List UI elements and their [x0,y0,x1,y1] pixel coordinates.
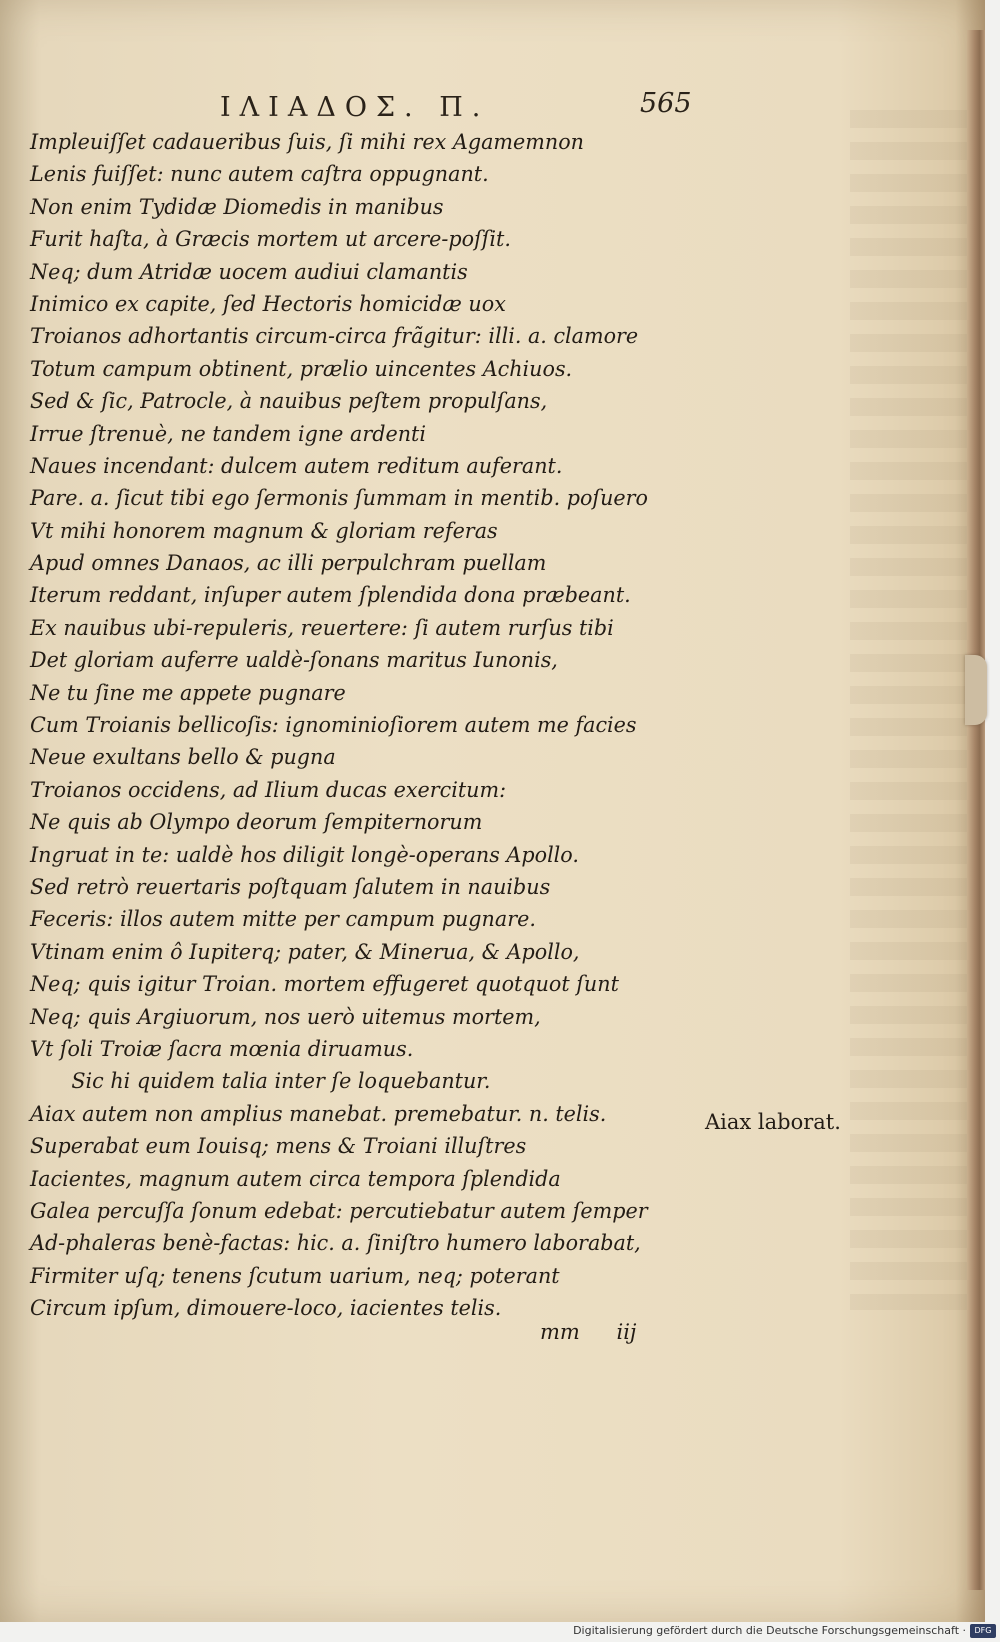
verse-line: Troianos occidens, ad Ilium ducas exercitum: [30,777,507,802]
verse-line: Neue exultans bello & pugna [30,745,336,770]
verse-line: Superabat eum Iouisq; mens & Troiani illuſtres [30,1134,527,1159]
dfg-logo: DFG [970,1624,996,1638]
verse-text [30,126,710,1324]
verse-line: Irrue ſtrenuè, ne tandem igne ardenti [30,421,426,446]
verse-line: Sed retrò reuertaris poſtquam ſalutem in nauibus [30,874,551,899]
running-header [0,88,1000,126]
verse-line: Circum ipſum, dimouere-loco, iacientes telis. [30,1296,502,1321]
verse-line: Vt ſoli Troiæ ſacra mœnia diruamus. [30,1036,414,1061]
verse-line: Ne quis ab Olympo deorum ſempiternorum [30,810,483,835]
page-number: 565 [640,88,692,119]
verse-line: Galea percuſſa ſonum edebat: percutiebatur autem ſemper [30,1198,648,1223]
verse-line: Vtinam enim ô Iupiterq; pater, & Minerua, & Apollo, [30,939,580,964]
verse-line: Totum campum obtinent, prælio uincentes Achiuos. [30,356,573,381]
verse-line: Neq; quis Argiuorum, nos uerò uitemus mortem, [30,1004,541,1029]
verse-line: Sic hi quidem talia inter ſe loquebantur. [71,1069,491,1094]
show-through-facing-page [850,110,970,1310]
digitization-footer [0,1622,1000,1642]
verse-line: Lenis fuiſſet: nunc autem caſtra oppugnant. [30,162,489,187]
verse-line: Neq; dum Atridæ uocem audiui clamantis [30,259,468,284]
verse-line: Ad-phaleras benè-factas: hic. a. ſiniſtro humero laborabat, [30,1231,641,1256]
verse-line: Furit haſta, à Græcis mortem ut arcere-poſſit. [30,227,511,252]
verse-line: Cum Troianis bellicoſis: ignominioſiorem autem me facies [30,713,637,738]
verse-line: Naues incendant: dulcem autem reditum auferant. [30,453,563,478]
verse-line: Sed & ſic, Patrocle, à nauibus peſtem propulſans, [30,389,548,414]
verse-line: Vt mihi honorem magnum & gloriam referas [30,518,498,543]
running-title: ΙΛΙΑΔΟΣ. Π. [220,92,490,123]
page-tab-marker [965,655,987,725]
verse-line: Non enim Tydidæ Diomedis in manibus [30,194,444,219]
verse-line: Neq; quis igitur Troian. mortem effugeret quotquot ſunt [30,972,619,997]
verse-line: Aiax autem non amplius manebat. premebatur. n. telis. [30,1101,607,1126]
marginal-note: Aiax laborat. [705,1110,841,1134]
verse-line: Ex nauibus ubi-repuleris, reuertere: ſi autem rurſus tibi [30,615,614,640]
page-edge [967,30,985,1590]
verse-line: Feceris: illos autem mitte per campum pugnare. [30,907,536,932]
funding-credit: Digitalisierung gefördert durch die Deutsche Forschungsgemeinschaft · [573,1624,966,1637]
verse-line: Det gloriam auferre ualdè-ſonans maritus Iunonis, [30,648,558,673]
verse-line: Apud omnes Danaos, ac illi perpulchram puellam [30,551,547,576]
verse-line: Ingruat in te: ualdè hos diligit longè-operans Apollo. [30,842,579,867]
verse-line: Iacientes, magnum autem circa tempora ſplendida [30,1166,561,1191]
verse-line: Pare. a. ſicut tibi ego ſermonis ſummam in mentib. poſuero [30,486,648,511]
verse-line: Troianos adhortantis circum-circa frãgitur: illi. a. clamore [30,324,639,349]
verse-line: Ne tu ſine me appete pugnare [30,680,346,705]
verse-line: Inimico ex capite, ſed Hectoris homicidæ uox [30,291,506,316]
verse-line: Iterum reddant, inſuper autem ſplendida dona præbeant. [30,583,631,608]
verse-line: Firmiter uſq; tenens ſcutum uarium, neq; poterant [30,1263,560,1288]
signature-mark: mm iij [540,1320,637,1344]
verse-line: Impleuiſſet cadaueribus ſuis, ſi mihi rex Agamemnon [30,130,584,154]
